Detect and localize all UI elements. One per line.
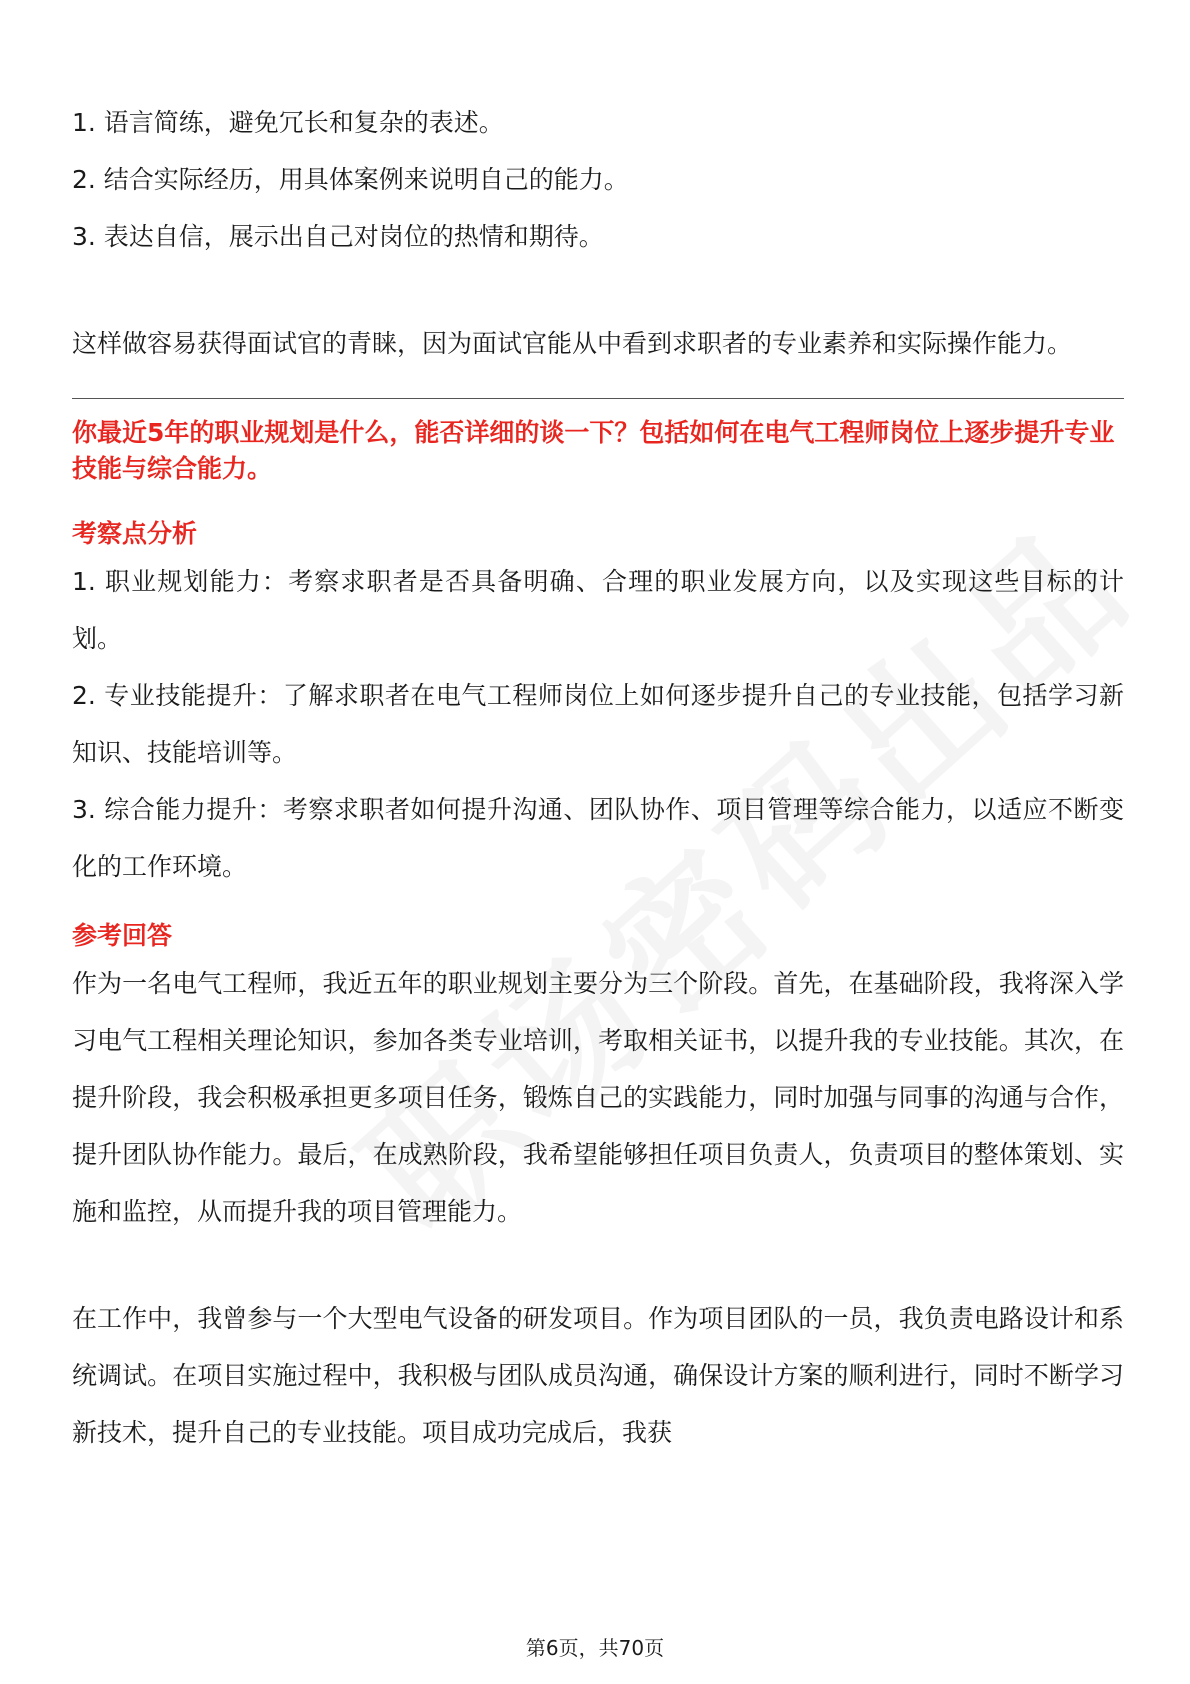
- intro-paragraph: 这样做容易获得面试官的青睐，因为面试官能从中看到求职者的专业素养和实际操作能力。: [72, 329, 1073, 358]
- answer-paragraph-2: 在工作中，我曾参与一个大型电气设备的研发项目。作为项目团队的一员，我负责电路设计和系统调试。在项目实施过程中，我积极与团队成员沟通，确保设计方案的顺利进行，同时不断学习新技术，提升自己的专业技能。项目成功完成后，我获: [72, 1304, 1124, 1447]
- section-divider: [72, 398, 1124, 399]
- analysis-list: [72, 553, 1124, 895]
- analysis-item-2: 2. 专业技能提升：了解求职者在电气工程师岗位上如何逐步提升自己的专业技能，包括学习新知识、技能培训等。: [72, 681, 1124, 767]
- spacer: [72, 265, 1124, 315]
- tips-item-3: 3. 表达自信，展示出自己对岗位的热情和期待。: [72, 222, 604, 251]
- tips-item-1: 1. 语言简练，避免冗长和复杂的表述。: [72, 108, 504, 137]
- interview-question: 你最近5年的职业规划是什么，能否详细的谈一下？包括如何在电气工程师岗位上逐步提升专业技能与综合能力。: [72, 418, 1115, 483]
- page-footer: 第6页，共70页: [525, 1636, 665, 1660]
- analysis-item-3: 3. 综合能力提升：考察求职者如何提升沟通、团队协作、项目管理等综合能力，以适应不断变化的工作环境。: [72, 795, 1124, 881]
- tips-item-2: 2. 结合实际经历，用具体案例来说明自己的能力。: [72, 165, 629, 194]
- analysis-item-1: 1. 职业规划能力：考察求职者是否具备明确、合理的职业发展方向，以及实现这些目标的计划。: [72, 567, 1124, 653]
- page-content: [72, 100, 1124, 1461]
- answer-heading: 参考回答: [72, 921, 173, 950]
- spacer: [72, 1240, 1124, 1290]
- answer-paragraph-1: 作为一名电气工程师，我近五年的职业规划主要分为三个阶段。首先，在基础阶段，我将深入学习电气工程相关理论知识，参加各类专业培训，考取相关证书，以提升我的专业技能。其次，在提升阶段，我会积极承担更多项目任务，锻炼自己的实践能力，同时加强与同事的沟通与合作，提升团队协作能力。最后，在成熟阶段，我希望能够担任项目负责人，负责项目的整体策划、实施和监控，从而提升我的项目管理能力。: [72, 969, 1124, 1226]
- analysis-heading: 考察点分析: [72, 519, 198, 548]
- tips-list: [72, 94, 1124, 265]
